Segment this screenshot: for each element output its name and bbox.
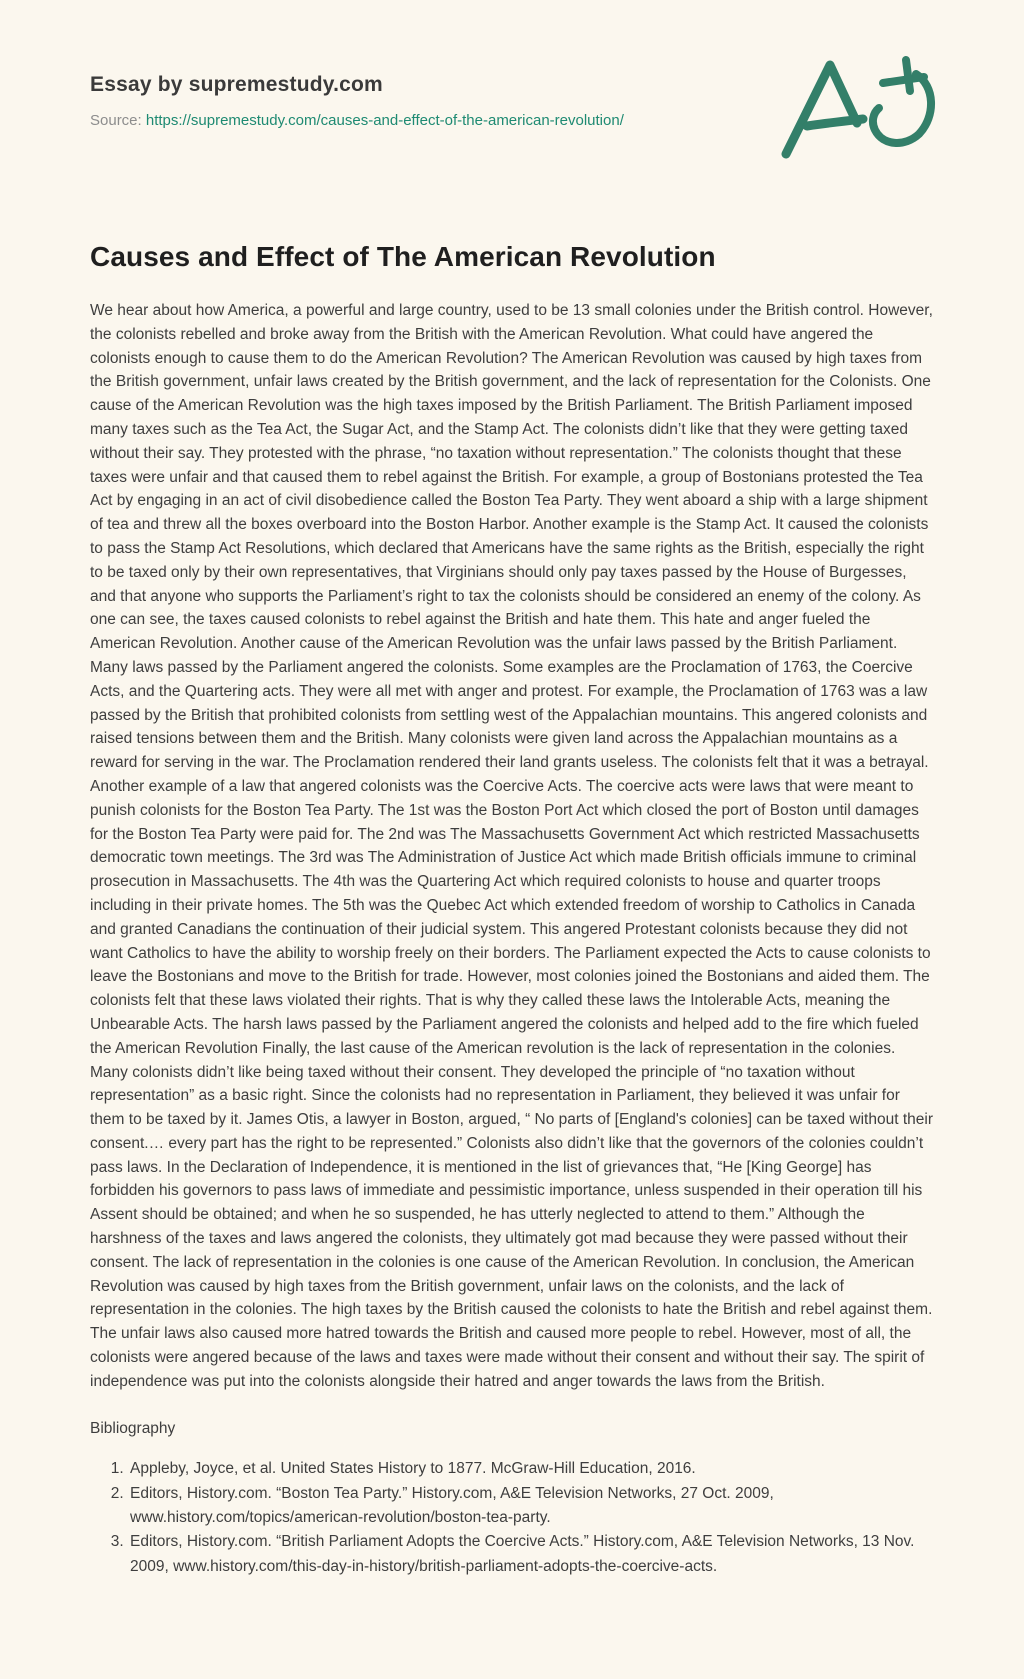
bibliography-heading: Bibliography [90, 1419, 176, 1437]
site-header-title: Essay by supremestudy.com [90, 73, 383, 96]
bibliography-list [90, 1457, 936, 1578]
essay-content [90, 241, 936, 1579]
a-plus-logo-icon [766, 50, 956, 170]
bibliography-item: 1. Appleby, Joyce, et al. United States History to 1877. McGraw-Hill Education, 2016. [128, 1457, 936, 1481]
bibliography-item: 2. Editors, History.com. “Boston Tea Party.” History.com, A&E Television Networks, 27 Oct. 2009, www.history.com/topics/american-revolution/boston-tea-party. [128, 1482, 936, 1531]
essay-body-text: We hear about how America, a powerful and large country, used to be 13 small colonies under the British control. However, the colonists rebelled and broke away from the British with the American Revolution. What could have angered the colonists enough to cause them to do the American Revolution? The American Revolution was caused by high taxes from the British government, unfair laws created by the British government, and the lack of representation for the Colonists. One cause of the American Revolution was the high taxes imposed by the British Parliament. The British Parliament imposed many taxes such as the Tea Act, the Sugar Act, and the Stamp Act. The colonists didn’t like that they were getting taxed without their say. They protested with the phrase, “no taxation without representation.” The colonists thought that these taxes were unfair and that caused them to rebel against the British. For example, a group of Bostonians protested the Tea Act by engaging in an act of civil disobedience called the Boston Tea Party. They went aboard a ship with a large shipment of tea and threw all the boxes overboard into the Boston Harbor. Another example is the Stamp Act. It caused the colonists to pass the Stamp Act Resolutions, which declared that Americans have the same rights as the British, especially the right to be taxed only by their own representatives, that Virginians should only pay taxes passed by the House of Burgesses, and that anyone who supports the Parliament’s right to tax the colonists should be considered an enemy of the colony. As one can see, the taxes caused colonists to rebel against the British and hate them. This hate and anger fueled the American Revolution. Another cause of the American Revolution was the unfair laws passed by the British Parliament. Many laws passed by the Parliament angered the colonists. Some examples are the Proclamation of 1763, the Coercive Acts, and the Quartering acts. They were all met with anger and protest. For example, the Proclamation of 1763 was a law passed by the British that prohibited colonists from settling west of the Appalachian mountains. This angered colonists and raised tensions between them and the British. Many colonists were given land across the Appalachian mountains as a reward for serving in the war. The Proclamation rendered their land grants useless. The colonists felt that it was a betrayal. Another example of a law that angered colonists was the Coercive Acts. The coercive acts were laws that were meant to punish colonists for the Boston Tea Party. The 1st was the Boston Port Act which closed the port of Boston until damages for the Boston Tea Party were paid for. The 2nd was The Massachusetts Government Act which restricted Massachusetts democratic town meetings. The 3rd was The Administration of Justice Act which made British officials immune to criminal prosecution in Massachusetts. The 4th was the Quartering Act which required colonists to house and quarter troops including in their private homes. The 5th was the Quebec Act which extended freedom of worship to Catholics in Canada and granted Canadians the continuation of their judicial system. This angered Protestant colonists because they did not want Catholics to have the ability to worship freely on their borders. The Parliament expected the Acts to cause colonists to leave the Bostonians and move to the British for trade. However, most colonies joined the Bostonians and aided them. The colonists felt that these laws violated their rights. That is why they called these laws the Intolerable Acts, meaning the Unbearable Acts. The harsh laws passed by the Parliament angered the colonists and helped add to the fire which fueled the American Revolution Finally, the last cause of the American revolution is the lack of representation in the colonies. Many colonists didn’t like being taxed without their consent. They developed the principle of “no taxation without representation” as a basic right. Since the colonists had no representation in Parliament, they believed it was unfair for them to be taxed by it. James Otis, a lawyer in Boston, argued, “ No parts of [England's colonies] can be taxed without their consent.… every part has the right to be represented.” Colonists also didn’t like that the governors of the colonies couldn’t pass laws. In the Declaration of Independence, it is mentioned in the list of grievances that, “He [King George] has forbidden his governors to pass laws of immediate and pessimistic importance, unless suspended in their operation till his Assent should be obtained; and when he so suspended, he has utterly neglected to attend to them.” Although the harshness of the taxes and laws angered the colonists, they ultimately got mad because they were passed without their consent. The lack of representation in the colonies is one cause of the American Revolution. In conclusion, the American Revolution was caused by high taxes from the British government, unfair laws on the colonists, and the lack of representation in the colonies. The high taxes by the British caused the colonists to hate the British and rebel against them. The unfair laws also caused more hatred towards the British and caused more people to rebel. However, most of all, the colonists were angered because of the laws and taxes were made without their consent and without their say. The spirit of independence was put into the colonists alongside their hatred and anger towards the laws from the British. [90, 302, 933, 1390]
source-link[interactable]: https://supremestudy.com/causes-and-effect-of-the-american-revolution/ [145, 112, 624, 129]
essay-title: Causes and Effect of The American Revolution [90, 241, 716, 272]
bibliography-item: 3. Editors, History.com. “British Parliament Adopts the Coercive Acts.” History.com, A&E Television Networks, 13 Nov. 2009, www.history.com/this-day-in-history/british-parliament-adopts-the-coercive-acts. [128, 1530, 936, 1579]
source-label: Source: [90, 112, 142, 129]
